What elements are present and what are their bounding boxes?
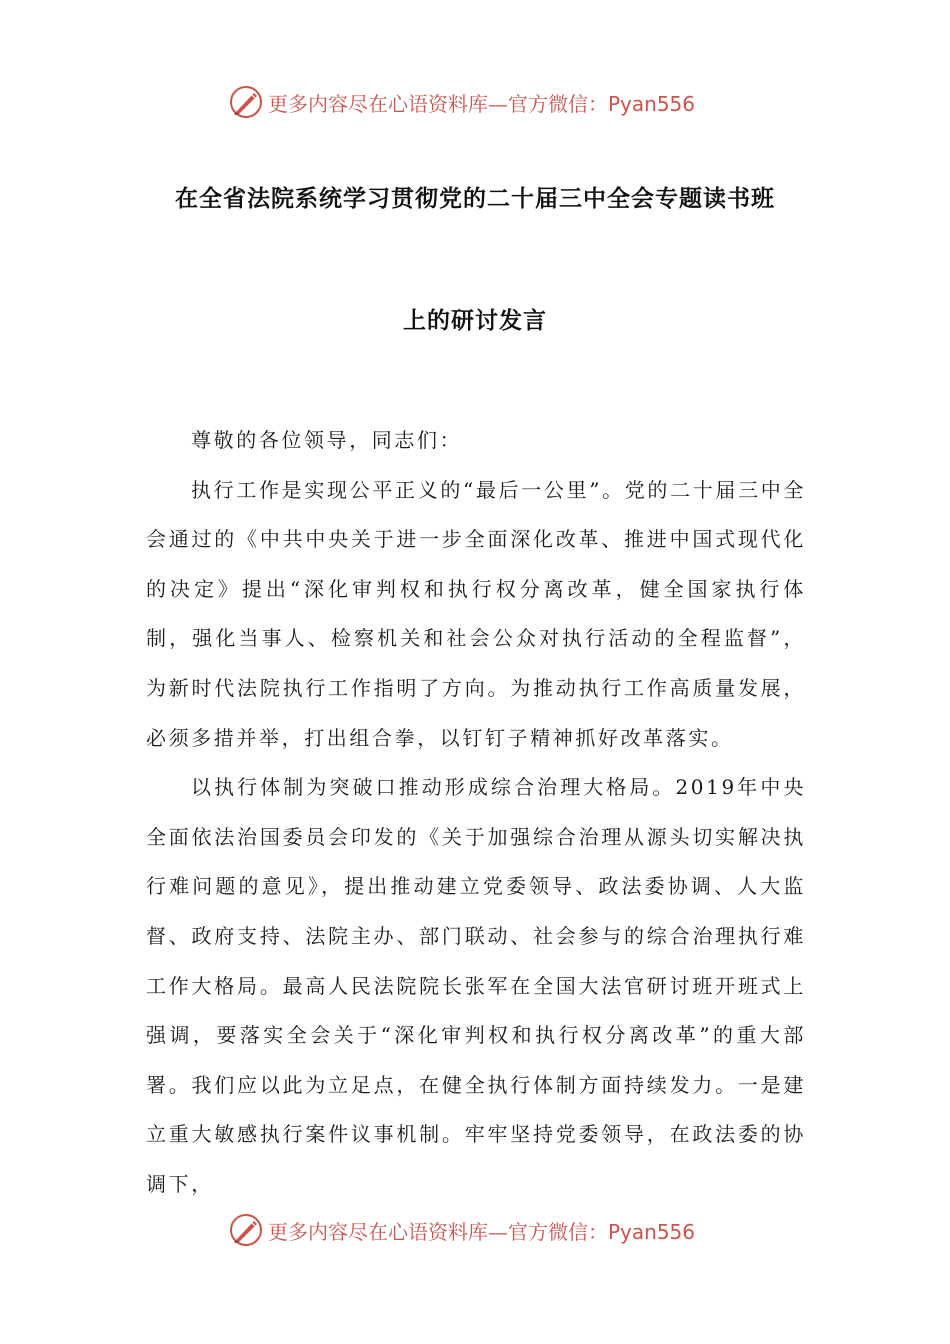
watermark-text: 更多内容尽在心语资料库—官方微信：Pyan556 (268, 91, 696, 116)
watermark-header (228, 80, 728, 124)
greeting: 尊敬的各位领导，同志们： (191, 428, 463, 452)
document-title-line-2: 上的研讨发言 (403, 308, 547, 334)
watermark-text: 更多内容尽在心语资料库—官方微信：Pyan556 (268, 1219, 696, 1244)
document-title-line-1: 在全省法院系统学习贯彻党的二十届三中全会专题读书班 (175, 186, 775, 212)
paragraph-2: 以执行体制为突破口推动形成综合治理大格局。2019年中央全面依法治国委员会印发的《关于加强综合治理从源头切实解决执行难问题的意见》，提出推动建立党委领导、政法委协调、人大监督、政府支持、法院主办、部门联动、社会参与的综合治理执行难工作大格局。最高人民法院院长张军在全国大法官研讨班开班式上强调，要落实全会关于“深化审判权和执行权分离改革”的重大部署。我们应以此为立足点，在健全执行体制方面持续发力。一是建立重大敏感执行案件议事机制。牢牢坚持党委领导，在政法委的协调下， (146, 775, 806, 1196)
pen-logo-icon (228, 84, 264, 120)
pen-logo-icon (228, 1212, 264, 1248)
watermark-footer (228, 1208, 728, 1252)
document-body (146, 416, 806, 1210)
paragraph-1: 执行工作是实现公平正义的“最后一公里”。党的二十届三中全会通过的《中共中央关于进一步全面深化改革、推进中国式现代化的决定》提出“深化审判权和执行权分离改革，健全国家执行体制，强化当事人、检察机关和社会公众对执行活动的全程监督”，为新时代法院执行工作指明了方向。为推动执行工作高质量发展，必须多措并举，打出组合拳，以钉钉子精神抓好改革落实。 (146, 477, 806, 750)
